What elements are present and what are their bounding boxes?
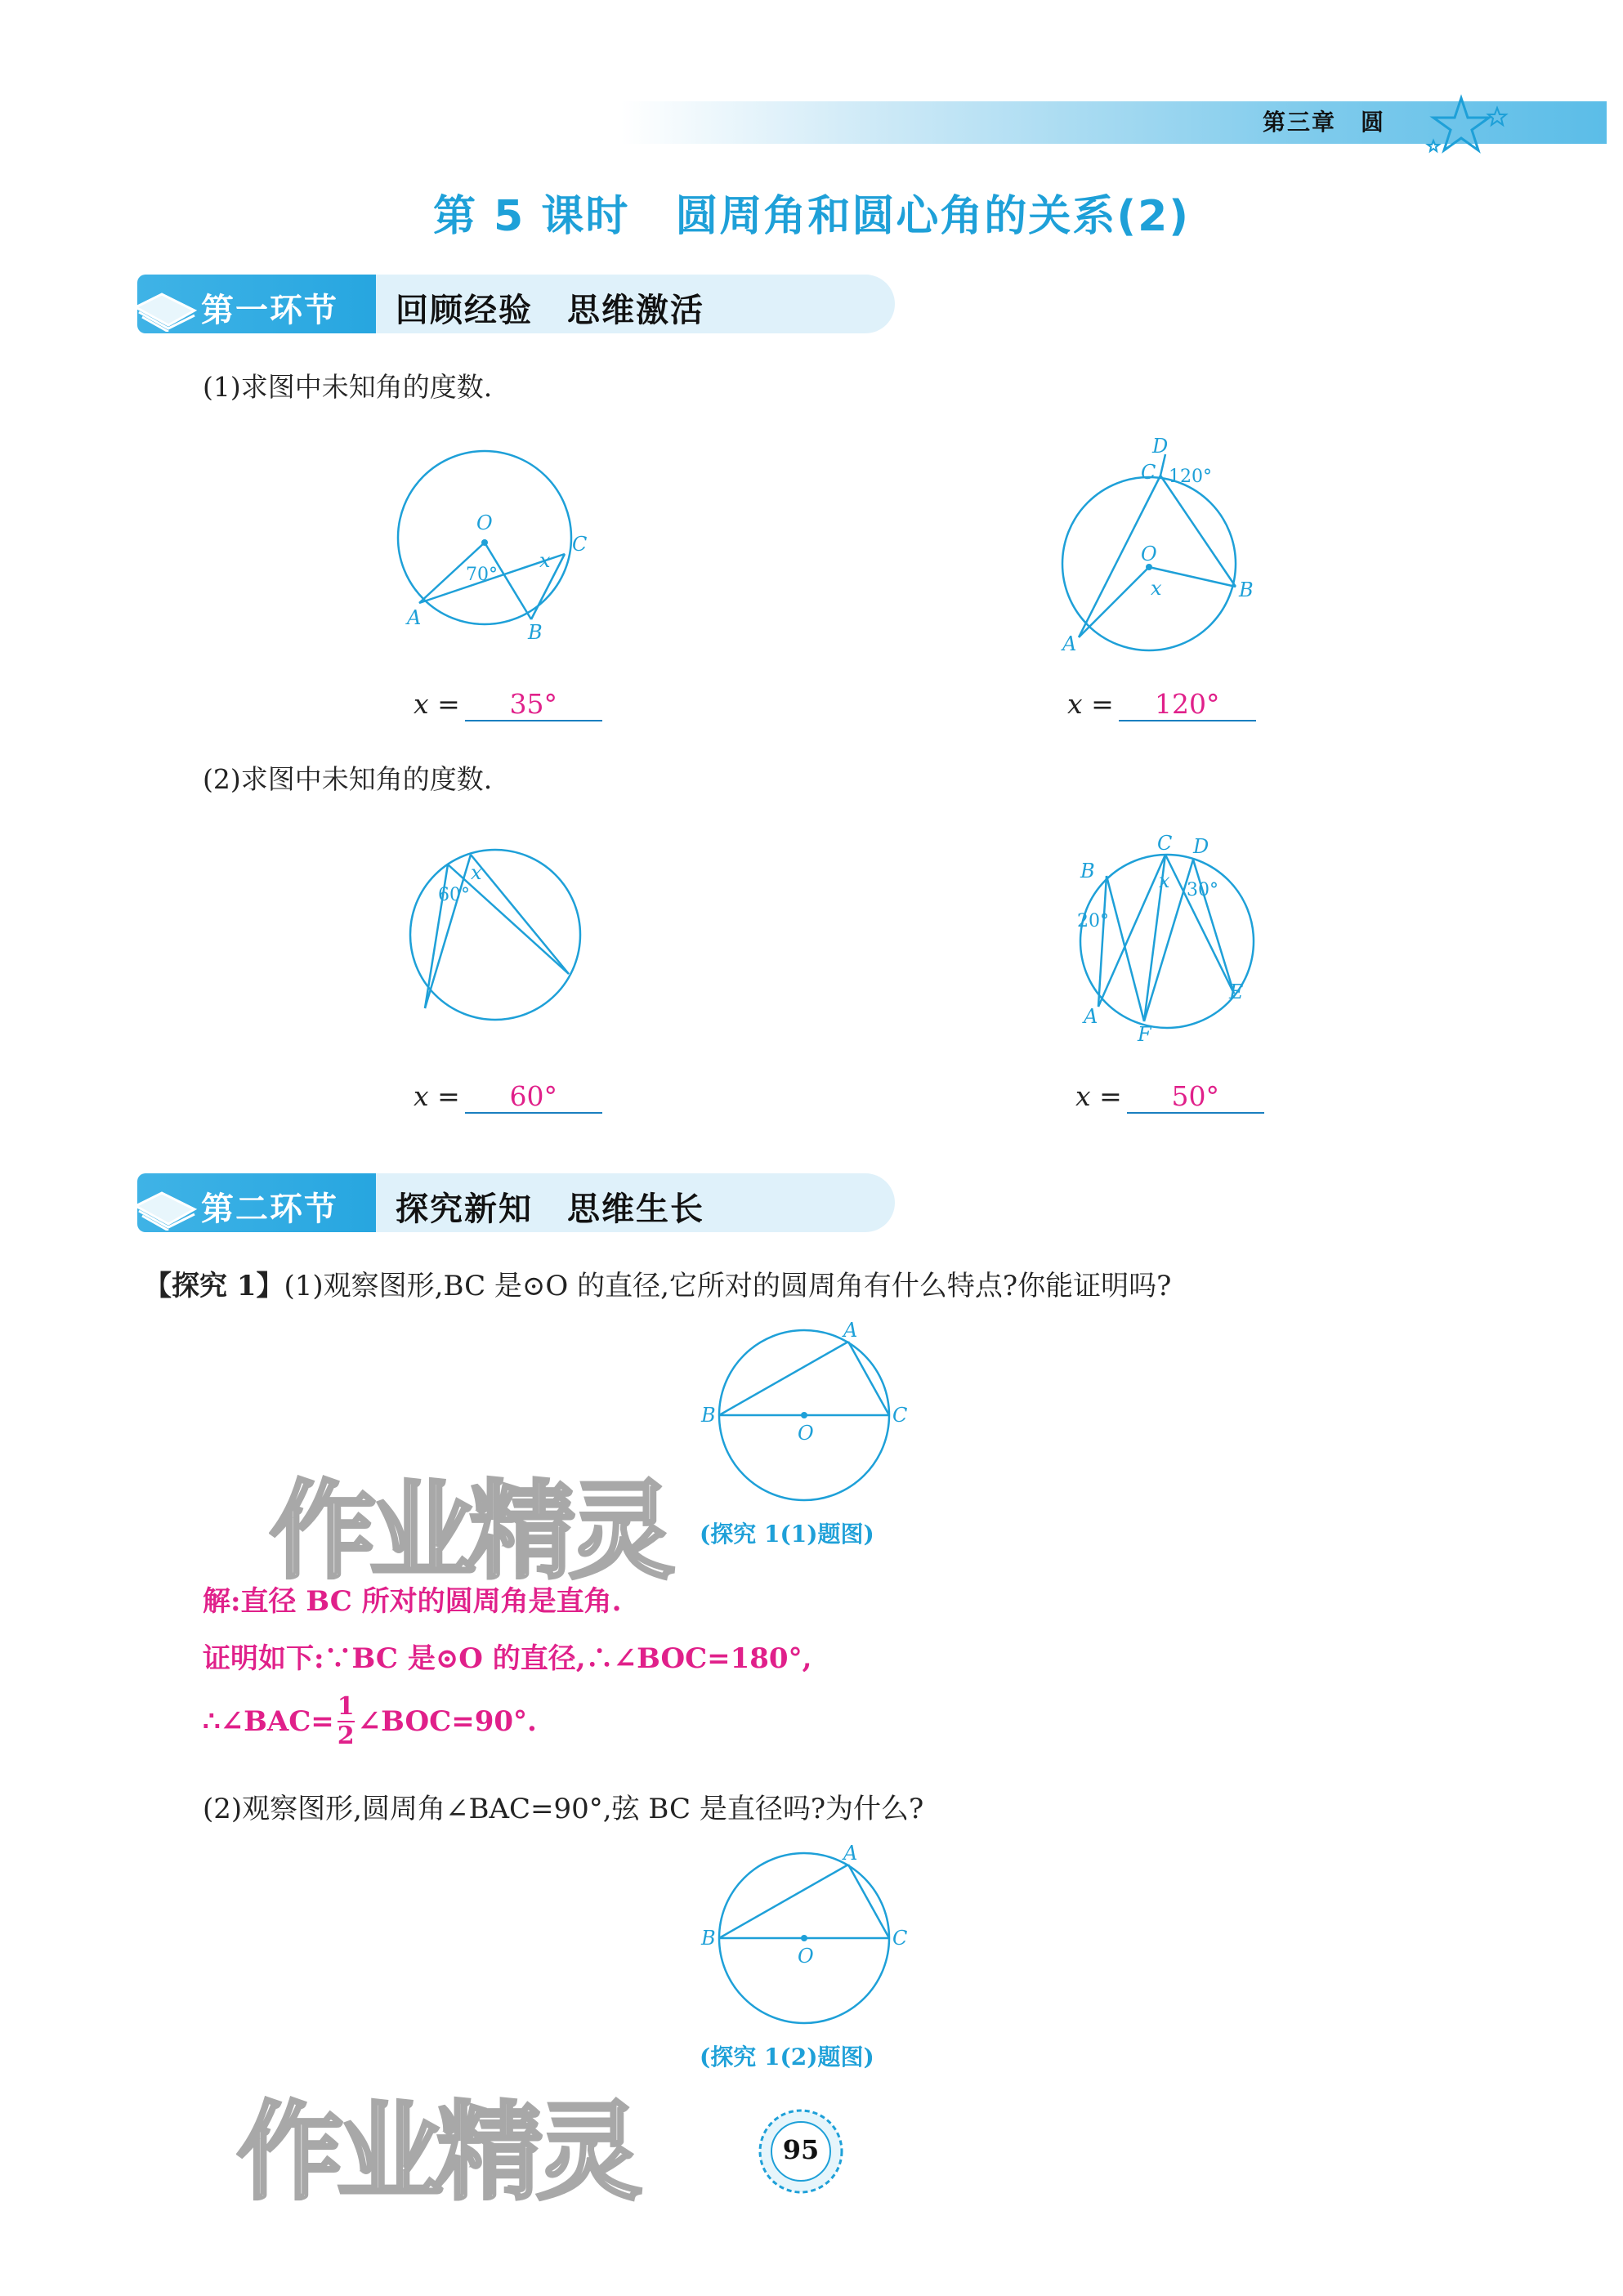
lesson-number: 第 5 课时: [432, 192, 630, 241]
answer-1: [414, 688, 602, 721]
e1-label-b: B: [701, 1404, 716, 1427]
f4-angle-20: 20°: [1077, 911, 1109, 931]
figure-2: [1054, 433, 1267, 662]
caption-2: (探究 1(2)题图): [700, 2044, 874, 2070]
answer-3-var: x =: [414, 1080, 460, 1112]
fraction: [338, 1693, 355, 1750]
f4-label-a: A: [1084, 1005, 1098, 1028]
figure-1: [392, 448, 605, 644]
page-title: [0, 181, 1623, 243]
e2-label-o: O: [798, 1945, 814, 1968]
page-number: 95: [782, 2134, 820, 2165]
f2-label-c: C: [1141, 461, 1156, 484]
f4-label-c: C: [1157, 832, 1173, 855]
answer-1-value: 35°: [465, 688, 602, 721]
section2-subtitle-box: [376, 1173, 895, 1232]
f3-x: x: [471, 861, 482, 884]
star-icon: [1422, 87, 1512, 160]
section1-subtitle-box: [376, 275, 895, 333]
e2-label-a: A: [843, 1843, 858, 1865]
question-1: (1)求图中未知角的度数.: [203, 371, 493, 403]
solution-line-1: 解:直径 BC 所对的圆周角是直角.: [203, 1585, 622, 1618]
explore-1-question: [144, 1263, 1171, 1303]
f2-label-d: D: [1152, 435, 1169, 458]
f1-label-b: B: [528, 621, 543, 644]
caption-1: (探究 1(1)题图): [700, 1521, 874, 1548]
answer-4-var: x =: [1075, 1080, 1122, 1112]
f4-label-b: B: [1080, 860, 1095, 882]
answer-4: [1075, 1080, 1264, 1114]
lesson-topic: 圆周角和圆心角的关系(2): [675, 192, 1191, 241]
solution-line-3-post: ∠BOC=90°.: [357, 1705, 537, 1738]
f1-label-a: A: [407, 606, 422, 629]
f4-label-f: F: [1138, 1023, 1151, 1046]
e1-label-o: O: [798, 1422, 814, 1445]
answer-2-value: 120°: [1119, 688, 1256, 721]
figure-explore-2: [696, 1843, 917, 2031]
solution-line-2: 证明如下:∵BC 是⊙O 的直径,∴∠BOC=180°,: [203, 1642, 812, 1675]
f4-label-d: D: [1193, 835, 1209, 858]
figure-4: [1062, 830, 1275, 1051]
chapter-text: 第三章: [1263, 109, 1337, 136]
f2-label-o: O: [1141, 543, 1157, 565]
e2-label-c: C: [892, 1927, 908, 1950]
f2-x: x: [1151, 577, 1162, 600]
e2-label-b: B: [701, 1927, 716, 1950]
fraction-numerator: 1: [337, 1692, 355, 1721]
answer-4-value: 50°: [1127, 1080, 1264, 1114]
f3-angle: 60°: [438, 885, 470, 905]
section2-subtitle: 探究新知 思维生长: [396, 1190, 704, 1228]
f1-label-o: O: [476, 511, 493, 534]
fraction-denominator: 2: [337, 1722, 355, 1750]
f1-x: x: [539, 549, 551, 572]
f4-angle-30: 30°: [1187, 880, 1218, 900]
f4-x: x: [1159, 869, 1170, 892]
question-2: (2)求图中未知角的度数.: [203, 763, 493, 795]
f2-label-b: B: [1239, 578, 1254, 601]
f1-label-c: C: [572, 533, 588, 556]
answer-2: [1067, 688, 1256, 721]
section1-label: 第一环节: [201, 292, 338, 329]
explore-tag: 【探究 1】: [144, 1270, 284, 1302]
book-icon: [132, 1178, 198, 1231]
e1-label-a: A: [843, 1320, 858, 1342]
chapter-label: [1263, 105, 1385, 137]
answer-1-var: x =: [414, 688, 460, 720]
answer-2-var: x =: [1067, 688, 1114, 720]
e1-label-c: C: [892, 1404, 908, 1427]
solution-line-3: [203, 1693, 537, 1758]
f1-angle: 70°: [466, 565, 498, 585]
section2-label: 第二环节: [201, 1190, 338, 1228]
f2-angle: 120°: [1169, 467, 1212, 487]
book-icon: [132, 279, 198, 332]
section1-subtitle: 回顾经验 思维激活: [396, 292, 704, 329]
chapter-topic: 圆: [1361, 109, 1386, 136]
figure-explore-1: [696, 1320, 917, 1508]
explore-1-question-2: (2)观察图形,圆周角∠BAC=90°,弦 BC 是直径吗?为什么?: [203, 1793, 924, 1825]
f4-label-e: E: [1229, 980, 1244, 1003]
figure-3: [405, 842, 588, 1030]
explore-q1-text: (1)观察图形,BC 是⊙O 的直径,它所对的圆周角有什么特点?你能证明吗?: [284, 1270, 1172, 1302]
answer-3-value: 60°: [465, 1080, 602, 1114]
solution-line-3-pre: ∴∠BAC=: [203, 1705, 334, 1738]
watermark-2: 作业精灵: [237, 2090, 637, 2214]
watermark-1: 作业精灵: [270, 1469, 669, 1593]
f2-label-a: A: [1062, 632, 1077, 655]
answer-3: [414, 1080, 602, 1114]
